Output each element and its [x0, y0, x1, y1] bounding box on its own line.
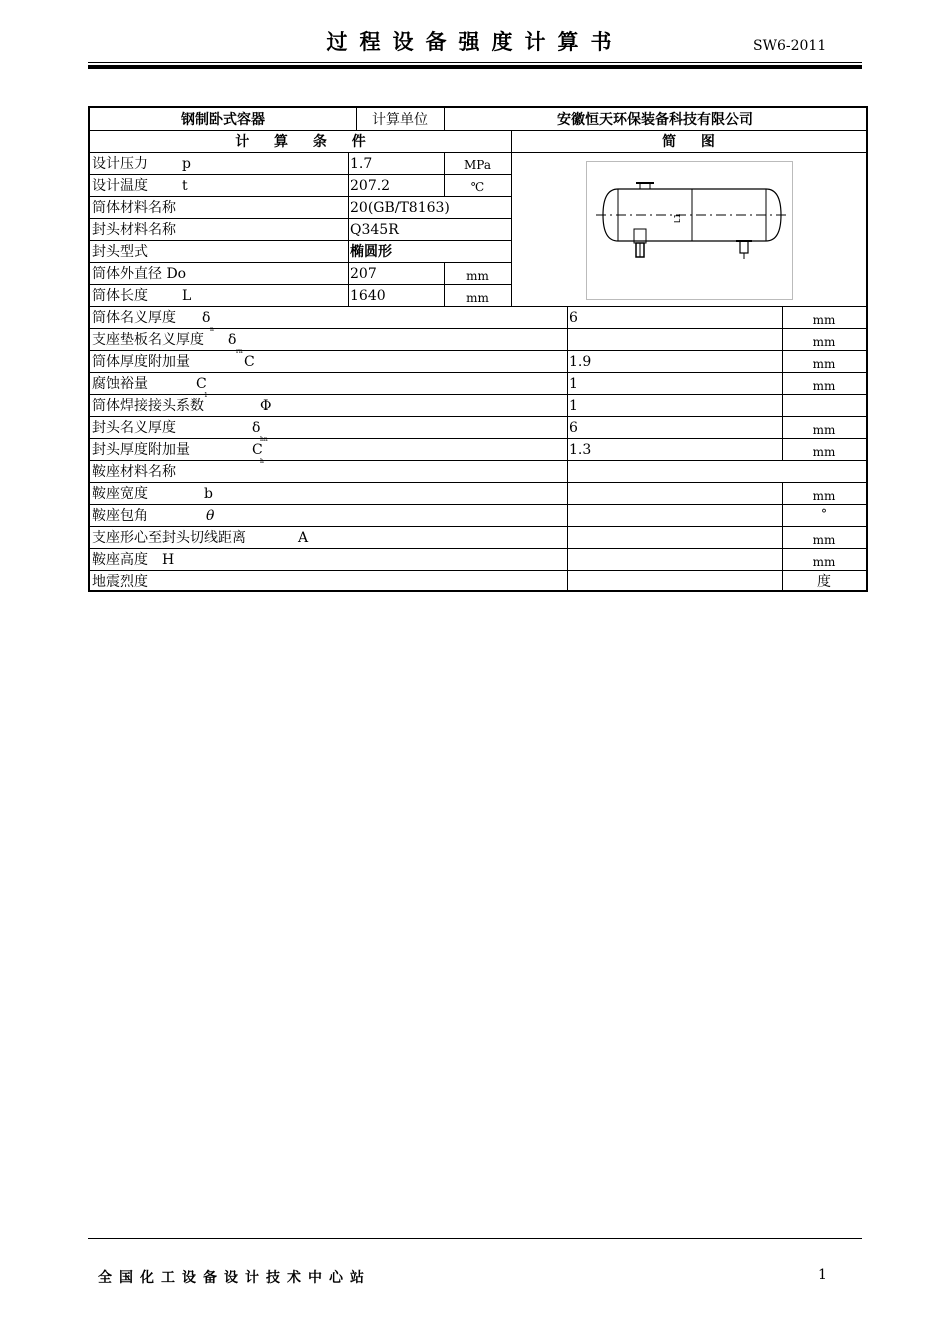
row-unit: mm — [466, 269, 489, 283]
row-symbol: Φ — [260, 398, 272, 414]
row-label: 鞍座材料名称 — [92, 464, 176, 480]
row-unit: mm — [812, 379, 836, 393]
row-unit: mm — [812, 357, 836, 371]
row-value: 椭圆形 — [350, 244, 392, 260]
row-label: 地震烈度 — [92, 574, 148, 590]
row-value: 207.2 — [350, 178, 391, 194]
row-label: 设计压力 — [92, 156, 148, 172]
row-label: 设计温度 — [92, 178, 148, 194]
row-symbol: θ — [206, 508, 215, 524]
row-unit: mm — [812, 533, 836, 547]
row-value: Q345R — [350, 222, 399, 238]
row-label: 筒体厚度附加量 — [92, 354, 190, 370]
row-value: 1 — [569, 398, 578, 414]
row-symbol: δ — [202, 310, 211, 326]
row-label: 筒体材料名称 — [92, 200, 176, 216]
footer-organization: 全国化工设备设计技术中心站 — [98, 1270, 371, 1286]
row-subscript: hn — [260, 436, 268, 443]
row-symbol: C — [244, 354, 255, 370]
row-label: 封头名义厚度 — [92, 420, 176, 436]
row-unit: mm — [812, 313, 836, 327]
row-symbol: A — [298, 530, 309, 546]
row-value: 207 — [350, 266, 377, 282]
sketch-header: 简 图 — [662, 134, 715, 150]
row-label: 筒体名义厚度 — [92, 310, 176, 326]
header-rule-thick — [88, 65, 862, 69]
row-label: 封头型式 — [92, 244, 148, 260]
footer-rule — [88, 1238, 862, 1239]
row-symbol: C — [196, 376, 207, 392]
row-unit: 度 — [817, 574, 831, 590]
software-code: SW6-2011 — [753, 38, 827, 54]
row-subscript: h — [260, 458, 264, 465]
horizontal-vessel-diagram-icon — [586, 161, 793, 300]
diagram-label: L1 — [673, 213, 682, 223]
row-unit: ° — [821, 507, 827, 521]
row-unit: mm — [812, 555, 836, 569]
conditions-header: 计 算 条 件 — [235, 134, 366, 150]
row-unit: mm — [812, 423, 836, 437]
page-number: 1 — [818, 1267, 827, 1283]
row-symbol: t — [182, 178, 188, 194]
row-unit: mm — [466, 291, 489, 305]
row-label: 腐蚀裕量 — [92, 376, 148, 392]
row-label: 筒体长度 — [92, 288, 148, 304]
row-value: 1640 — [350, 288, 386, 304]
row-label: 支座形心至封头切线距离 — [92, 530, 246, 546]
row-subscript: n — [210, 326, 214, 333]
row-subscript: 1 — [204, 392, 208, 399]
row-unit: MPa — [464, 158, 491, 172]
row-value: 1.3 — [569, 442, 592, 458]
header-rule-thin — [88, 62, 862, 63]
row-label: 鞍座高度 — [92, 552, 148, 568]
row-label: 筒体焊接接头系数 — [92, 398, 204, 414]
calc-unit-label: 计算单位 — [372, 112, 428, 128]
row-label: 鞍座包角 — [92, 508, 148, 524]
row-unit: mm — [812, 335, 836, 349]
calculation-sheet — [88, 106, 868, 592]
row-unit: ℃ — [470, 180, 485, 194]
row-symbol: p — [182, 156, 191, 172]
row-symbol: δ — [228, 332, 237, 348]
row-unit: mm — [812, 445, 836, 459]
row-label: 支座垫板名义厚度 — [92, 332, 204, 348]
vessel-type: 钢制卧式容器 — [181, 112, 265, 128]
row-symbol: H — [162, 552, 175, 568]
row-label: 筒体外直径 Do — [92, 266, 187, 282]
row-subscript: rn — [236, 348, 243, 355]
page-title: 过程设备强度计算书 — [326, 30, 624, 54]
row-symbol: C — [252, 442, 263, 458]
row-value: 1 — [569, 376, 578, 392]
row-value: 1.7 — [350, 156, 373, 172]
row-label: 鞍座宽度 — [92, 486, 148, 502]
row-symbol: b — [204, 486, 213, 502]
row-label: 封头材料名称 — [92, 222, 176, 238]
row-value: 1.9 — [569, 354, 592, 370]
row-symbol: L — [182, 288, 192, 304]
row-value: 20(GB/T8163) — [350, 200, 450, 216]
row-unit: mm — [812, 489, 836, 503]
company-name: 安徽恒天环保装备科技有限公司 — [557, 112, 753, 128]
row-value: 6 — [569, 310, 578, 326]
row-value: 6 — [569, 420, 578, 436]
row-label: 封头厚度附加量 — [92, 442, 190, 458]
row-symbol: δ — [252, 420, 261, 436]
